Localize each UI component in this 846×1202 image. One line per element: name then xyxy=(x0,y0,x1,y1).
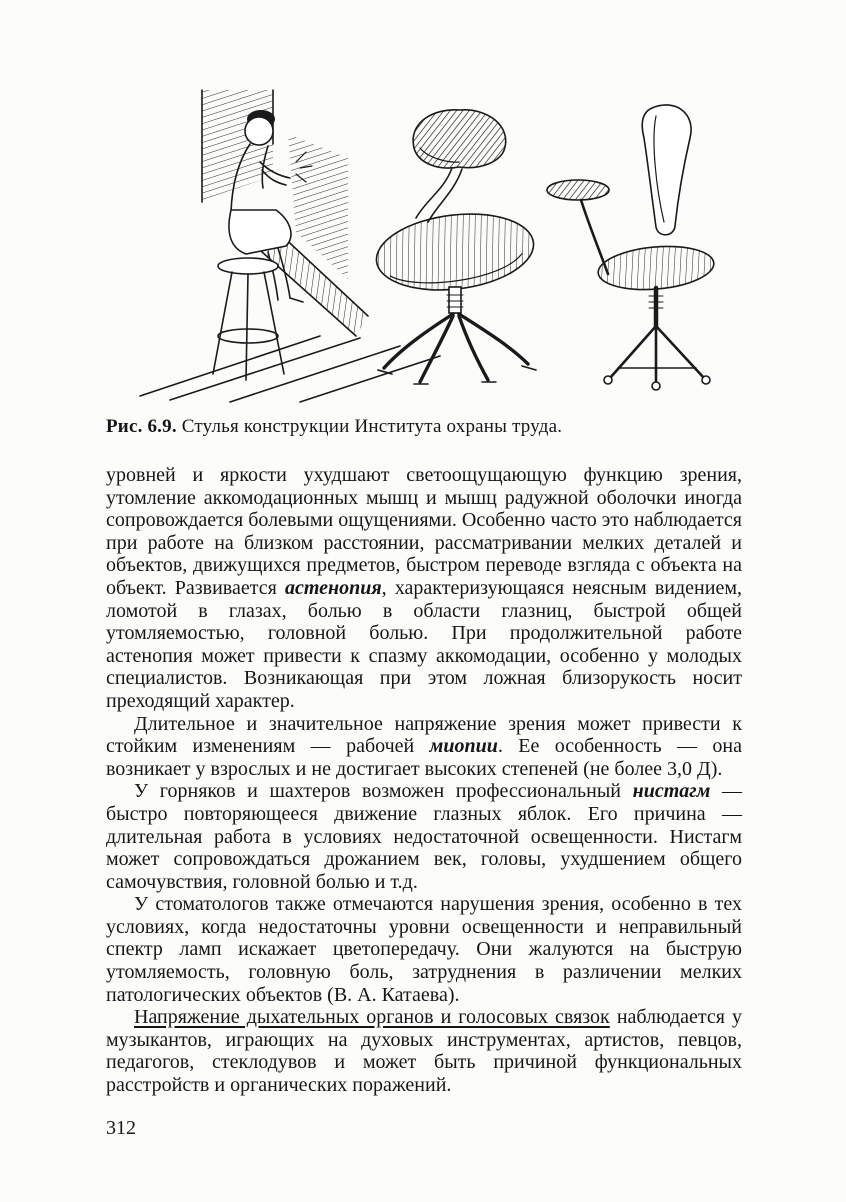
figure-caption-label: Рис. 6.9. xyxy=(106,416,177,437)
underlined-phrase: Напряжение дыхательных органов и голосовых связок xyxy=(134,1006,610,1029)
chairs-illustration xyxy=(106,84,734,404)
term-nystagmus: нистагм xyxy=(632,780,711,803)
page-content xyxy=(106,84,742,1140)
chair-with-side-rest-drawing xyxy=(547,105,716,390)
paragraph-4 xyxy=(106,893,742,1006)
text-run: уровней и яркости ухудшают светоощущающую функцию зрения, утомление аккомодационных мышц и мышц радужной оболочки иногда сопровождается болевыми ощущениями. Особенно часто это наблюдается при работе на близком расстоянии, рассматривании мелких деталей и объектов, движущихся предметов, быстром переводе взгляда с объекта на объект. Развивается xyxy=(106,464,742,599)
figure-6-9 xyxy=(106,84,742,438)
figure-caption-text: Стулья конструкции Института охраны труда. xyxy=(181,416,563,437)
swivel-chair-drawing xyxy=(372,110,538,384)
text-run: — быстро повторяющееся движение глазных яблок. Его причина — длительная работа в условиях недостаточной освещенности. Нистагм может сопровождаться дрожанием век, головы, ухудшением общего самочувствия, головной болью и т.д. xyxy=(106,780,742,893)
text-run: У горняков и шахтеров возможен профессиональный xyxy=(134,780,633,803)
text-run: . Ее особенность — она возникает у взрослых и не достигает высоких степеней (не более 3,0 Д). xyxy=(106,735,742,780)
term-astenopia: астенопия xyxy=(284,576,382,599)
chairs-line-art xyxy=(106,84,734,404)
figure-caption xyxy=(106,416,742,438)
text-run: наблюдается у музыкантов, играющих на духовых инструментах, артистов, певцов, педагогов, стеклодувов и может быть причиной функциональных расстройств и органических поражений. xyxy=(106,1006,743,1097)
paragraph-3 xyxy=(106,780,742,893)
body-text xyxy=(106,464,742,1097)
page-number: 312 xyxy=(106,1116,136,1139)
paragraph-5 xyxy=(106,1006,742,1096)
term-myopia: миопии xyxy=(429,735,498,758)
text-run: У стоматологов также отмечаются нарушения зрения, особенно в тех условиях, когда недостаточны уровни освещенности и неправильный спектр ламп искажает цветопередачу. Они жалуются на быструю утомляемость, головную боль, затруднения в различении мелких патологических объектов (В. А. Катаева). xyxy=(106,893,742,1006)
text-run: , характеризующаяся неясным видением, ломотой в глазах, болью в области глазниц, быстрой общей утомляемостью, головной болью. При продолжительной работе астенопия может привести к спазму аккомодации, особенно у молодых специалистов. Возникающая при этом ложная близорукость носит преходящий характер. xyxy=(106,576,742,712)
paragraph-2 xyxy=(106,713,742,781)
paragraph-1 xyxy=(106,464,742,713)
text-run: Длительное и значительное напряжение зрения может привести к стойким изменениям — рабочей xyxy=(106,712,742,758)
